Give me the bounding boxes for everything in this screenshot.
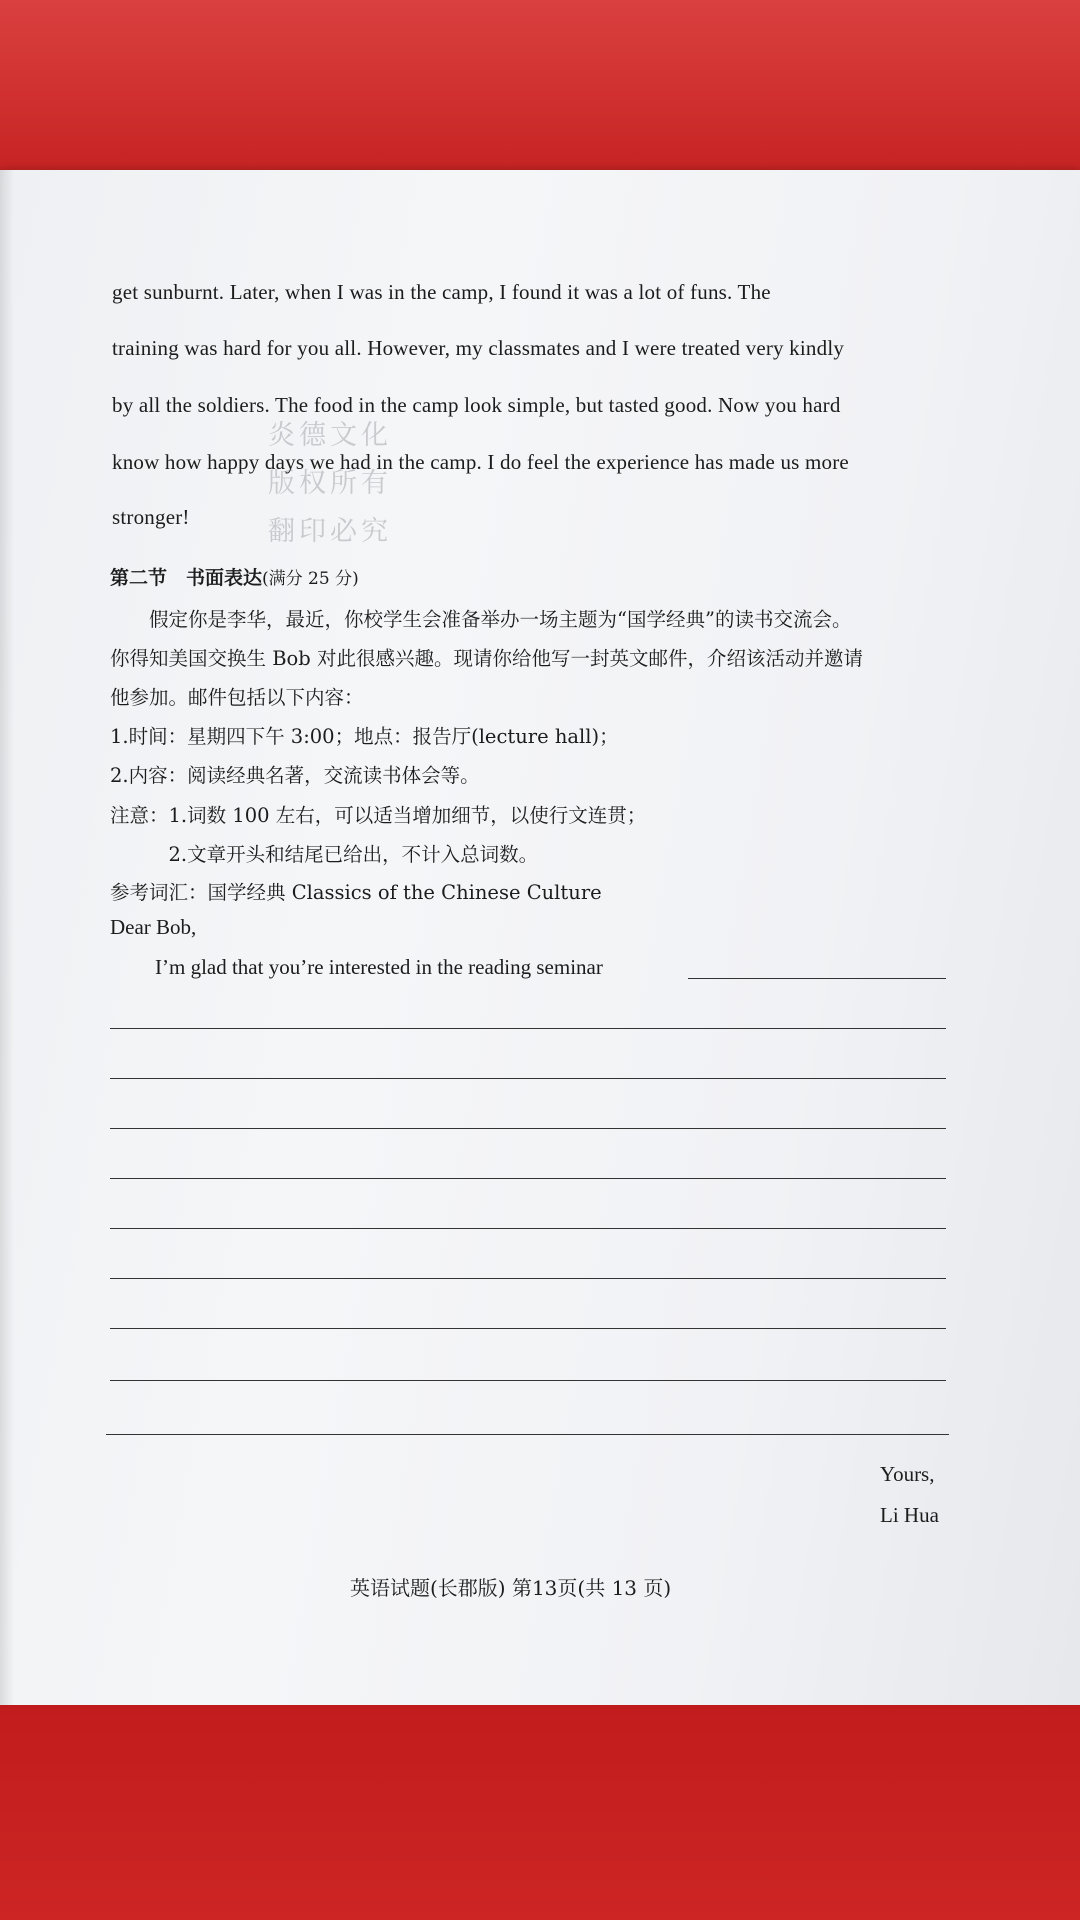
- task-line: 他参加。邮件包括以下内容：: [110, 686, 364, 709]
- letter-greeting: Dear Bob,: [110, 915, 197, 939]
- paragraph-line: stronger!: [112, 505, 190, 529]
- watermark-line: 翻印必究: [268, 516, 392, 547]
- task-line: 你得知美国交换生 Bob 对此很感兴趣。现请你给他写一封英文邮件，介绍该活动并邀请: [110, 647, 863, 670]
- page-footer: 英语试题(长郡版) 第13页(共 13 页): [350, 1576, 672, 1600]
- writing-line[interactable]: [110, 1228, 946, 1229]
- red-tablecloth-top: [0, 0, 1080, 175]
- paragraph-line: know how happy days we had in the camp. I do feel the experience has made us more: [112, 450, 849, 474]
- task-line: 1.时间：星期四下午 3:00；地点：报告厅(lecture hall)；: [110, 725, 619, 748]
- task-line: 2.内容：阅读经典名著，交流读书体会等。: [110, 764, 480, 787]
- writing-line[interactable]: [110, 1178, 946, 1179]
- section-title: 第二节 书面表达: [110, 567, 263, 589]
- paragraph-line: get sunburnt. Later, when I was in the camp, I found it was a lot of funs. The: [112, 280, 771, 304]
- task-line: 2.文章开头和结尾已给出，不计入总词数。: [110, 843, 539, 866]
- letter-opening: I’m glad that you’re interested in the reading seminar: [155, 955, 603, 979]
- watermark-stamp: [245, 412, 415, 562]
- writing-line[interactable]: [688, 978, 946, 979]
- section-heading: [110, 563, 359, 590]
- writing-line[interactable]: [110, 1028, 946, 1029]
- letter-signature: Li Hua: [880, 1503, 939, 1527]
- writing-line[interactable]: [110, 1078, 946, 1079]
- writing-line[interactable]: [110, 1128, 946, 1129]
- task-line: 假定你是李华，最近，你校学生会准备举办一场主题为“国学经典”的读书交流会。: [110, 608, 852, 631]
- letter-closing: Yours,: [880, 1462, 935, 1486]
- task-line: 参考词汇：国学经典 Classics of the Chinese Culture: [110, 881, 602, 904]
- writing-line[interactable]: [110, 1380, 946, 1381]
- section-score-note: (满分 25 分): [262, 569, 359, 589]
- writing-line[interactable]: [110, 1278, 946, 1279]
- watermark-line: 炎德文化: [268, 420, 392, 451]
- paragraph-line: training was hard for you all. However, my classmates and I were treated very kindly: [112, 336, 845, 360]
- task-line: 注意：1.词数 100 左右，可以适当增加细节，以使行文连贯；: [110, 804, 647, 827]
- watermark-line: 版权所有: [268, 468, 392, 499]
- writing-line[interactable]: [106, 1434, 949, 1435]
- writing-line[interactable]: [110, 1328, 946, 1329]
- red-tablecloth-bottom: [0, 1700, 1080, 1920]
- paragraph-line: by all the soldiers. The food in the camp look simple, but tasted good. Now you hard: [112, 393, 841, 417]
